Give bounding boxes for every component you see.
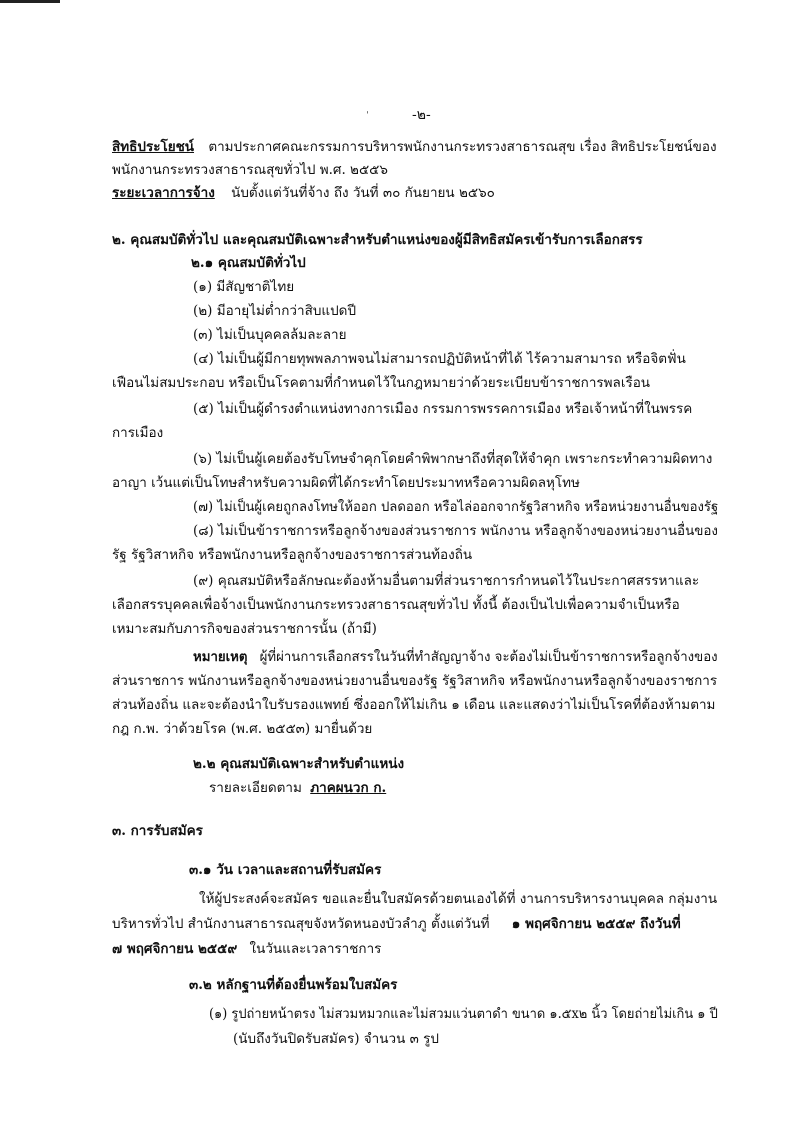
- application-place-line-3: [112, 939, 381, 959]
- application-place-line-1: ให้ผู้ประสงค์จะสมัคร ขอและยื่นใบสมัครด้วยตนเองได้ที่ งานการบริหารงานบุคคล กลุ่มงาน: [199, 891, 718, 907]
- qualification-item-4-line-2: เฟือนไม่สมประกอบ หรือเป็นโรคตามที่กำหนดไว้ในกฎหมายว่าด้วยระเบียบข้าราชการพลเรือน: [112, 375, 651, 391]
- section-3-1-heading: ๓.๑ วัน เวลาและสถานที่รับสมัคร: [189, 862, 382, 878]
- qualification-item-8-line-2: รัฐ รัฐวิสาหกิจ หรือพนักงานหรือลูกจ้างของราชการส่วนท้องถิ่น: [112, 547, 473, 563]
- application-place-text: บริหารทั่วไป สำนักงานสาธารณสุขจังหวัดหนองบัวลำภู ตั้งแต่วันที่: [112, 916, 490, 932]
- qualification-item-6-line-2: อาญา เว้นแต่เป็นโทษสำหรับความผิดที่ได้กระทำโดยประมาทหรือความผิดลหุโทษ: [112, 475, 580, 491]
- section-2-2-text: รายละเอียดตาม: [209, 780, 302, 796]
- note-label: หมายเหตุ: [193, 649, 248, 665]
- note-text-3: ส่วนท้องถิ่น และจะต้องนำใบรับรองแพทย์ ซึ่งออกให้ไม่เกิน ๑ เดือน และแสดงว่าไม่เป็นโรคที่ต้องห้ามตาม: [112, 697, 716, 713]
- note-line-1: [193, 647, 718, 667]
- application-start-date: ๑ พฤศจิกายน ๒๕๕๙ ถึงวันที่: [511, 916, 681, 932]
- qualification-item-9-line-3: เหมาะสมกับภารกิจของส่วนราชการนั้น (ถ้ามี): [112, 621, 377, 637]
- annex-a-reference: ภาคผนวก ก.: [310, 780, 387, 796]
- employment-period-label: ระยะเวลาการจ้าง: [112, 185, 215, 201]
- benefit-line-1: [112, 137, 717, 157]
- qualification-item-3: (๓) ไม่เป็นบุคคลล้มละลาย: [193, 327, 347, 343]
- employment-period-text: นับตั้งแต่วันที่จ้าง ถึง วันที่ ๓๐ กันยายน ๒๕๖๐: [231, 185, 495, 201]
- section-2-heading: ๒. คุณสมบัติทั่วไป และคุณสมบัติเฉพาะสำหรับตำแหน่งของผู้มีสิทธิสมัครเข้ารับการเลือกสรร: [112, 232, 643, 248]
- qualification-item-7: (๗) ไม่เป็นผู้เคยถูกลงโทษให้ออก ปลดออก หรือไล่ออกจากรัฐวิสาหกิจ หรือหน่วยงานอื่นของรัฐ: [193, 499, 719, 515]
- document-item-1-line-2: (นับถึงวันปิดรับสมัคร) จำนวน ๓ รูป: [233, 1031, 439, 1047]
- document-item-1-line-1: (๑) รูปถ่ายหน้าตรง ไม่สวมหมวกและไม่สวมแว่นตาดำ ขนาด ๑.๕x๒ นิ้ว โดยถ่ายไม่เกิน ๑ ปี: [209, 1006, 718, 1022]
- qualification-item-5-line-2: การเมือง: [112, 425, 164, 441]
- application-end-date: ๗ พฤศจิกายน ๒๕๕๙: [112, 941, 238, 957]
- page-number: -๒-: [412, 107, 431, 123]
- qualification-item-9-line-1: (๙) คุณสมบัติหรือลักษณะต้องห้ามอื่นตามที่ส่วนราชการกำหนดไว้ในประกาศสรรหาและ: [193, 573, 700, 589]
- section-2-2-heading: ๒.๒ คุณสมบัติเฉพาะสำหรับตำแหน่ง: [193, 756, 405, 772]
- qualification-item-6-line-1: (๖) ไม่เป็นผู้เคยต้องรับโทษจำคุกโดยคำพิพากษาถึงที่สุดให้จำคุก เพราะกระทำความผิดทาง: [193, 451, 713, 467]
- section-3-2-heading: ๓.๒ หลักฐานที่ต้องยื่นพร้อมใบสมัคร: [189, 977, 398, 993]
- employment-period-line: [112, 183, 495, 203]
- qualification-item-9-line-2: เลือกสรรบุคคลเพื่อจ้างเป็นพนักงานกระทรวงสาธารณสุขทั่วไป ทั้งนี้ ต้องเป็นไปเพื่อความจำเป็นหรือ: [112, 597, 680, 613]
- scan-edge-mark: [0, 0, 60, 3]
- qualification-item-5-line-1: (๕) ไม่เป็นผู้ดำรงตำแหน่งทางการเมือง กรรมการพรรคการเมือง หรือเจ้าหน้าที่ในพรรค: [193, 401, 693, 417]
- benefit-text-1: ตามประกาศคณะกรรมการบริหารพนักงานกระทรวงสาธารณสุข เรื่อง สิทธิประโยชน์ของ: [208, 139, 717, 155]
- benefit-label: สิทธิประโยชน์: [112, 139, 195, 155]
- qualification-item-2: (๒) มีอายุไม่ต่ำกว่าสิบแปดปี: [193, 303, 357, 319]
- scan-tick-mark: ˌ: [366, 104, 369, 115]
- note-text-2: ส่วนราชการ พนักงานหรือลูกจ้างของหน่วยงานอื่นของรัฐ รัฐวิสาหกิจ หรือพนักงานหรือลูกจ้างของราชการ: [112, 673, 718, 689]
- qualification-item-1: (๑) มีสัญชาติไทย: [193, 279, 295, 295]
- note-text-1: ผู้ที่ผ่านการเลือกสรรในวันที่ทำสัญญาจ้าง จะต้องไม่เป็นข้าราชการหรือลูกจ้างของ: [259, 649, 718, 665]
- section-3-heading: ๓. การรับสมัคร: [112, 823, 203, 839]
- qualification-item-4-line-1: (๔) ไม่เป็นผู้มีกายทุพพลภาพจนไม่สามารถปฏิบัติหน้าที่ได้ ไร้ความสามารถ หรือจิตฟั่น: [193, 351, 686, 367]
- section-2-2-detail: [209, 778, 386, 798]
- note-text-4: กฎ ก.พ. ว่าด้วยโรค (พ.ศ. ๒๕๕๓) มายื่นด้วย: [112, 721, 373, 737]
- section-2-1-heading: ๒.๑ คุณสมบัติทั่วไป: [191, 255, 306, 271]
- qualification-item-8-line-1: (๘) ไม่เป็นข้าราชการหรือลูกจ้างของส่วนราชการ พนักงาน หรือลูกจ้างของหน่วยงานอื่นของ: [193, 523, 718, 539]
- application-place-line-2: [112, 914, 681, 934]
- benefit-text-2: พนักงานกระทรวงสาธารณสุขทั่วไป พ.ศ. ๒๕๕๖: [112, 162, 388, 178]
- application-hours: ในวันและเวลาราชการ: [249, 941, 382, 957]
